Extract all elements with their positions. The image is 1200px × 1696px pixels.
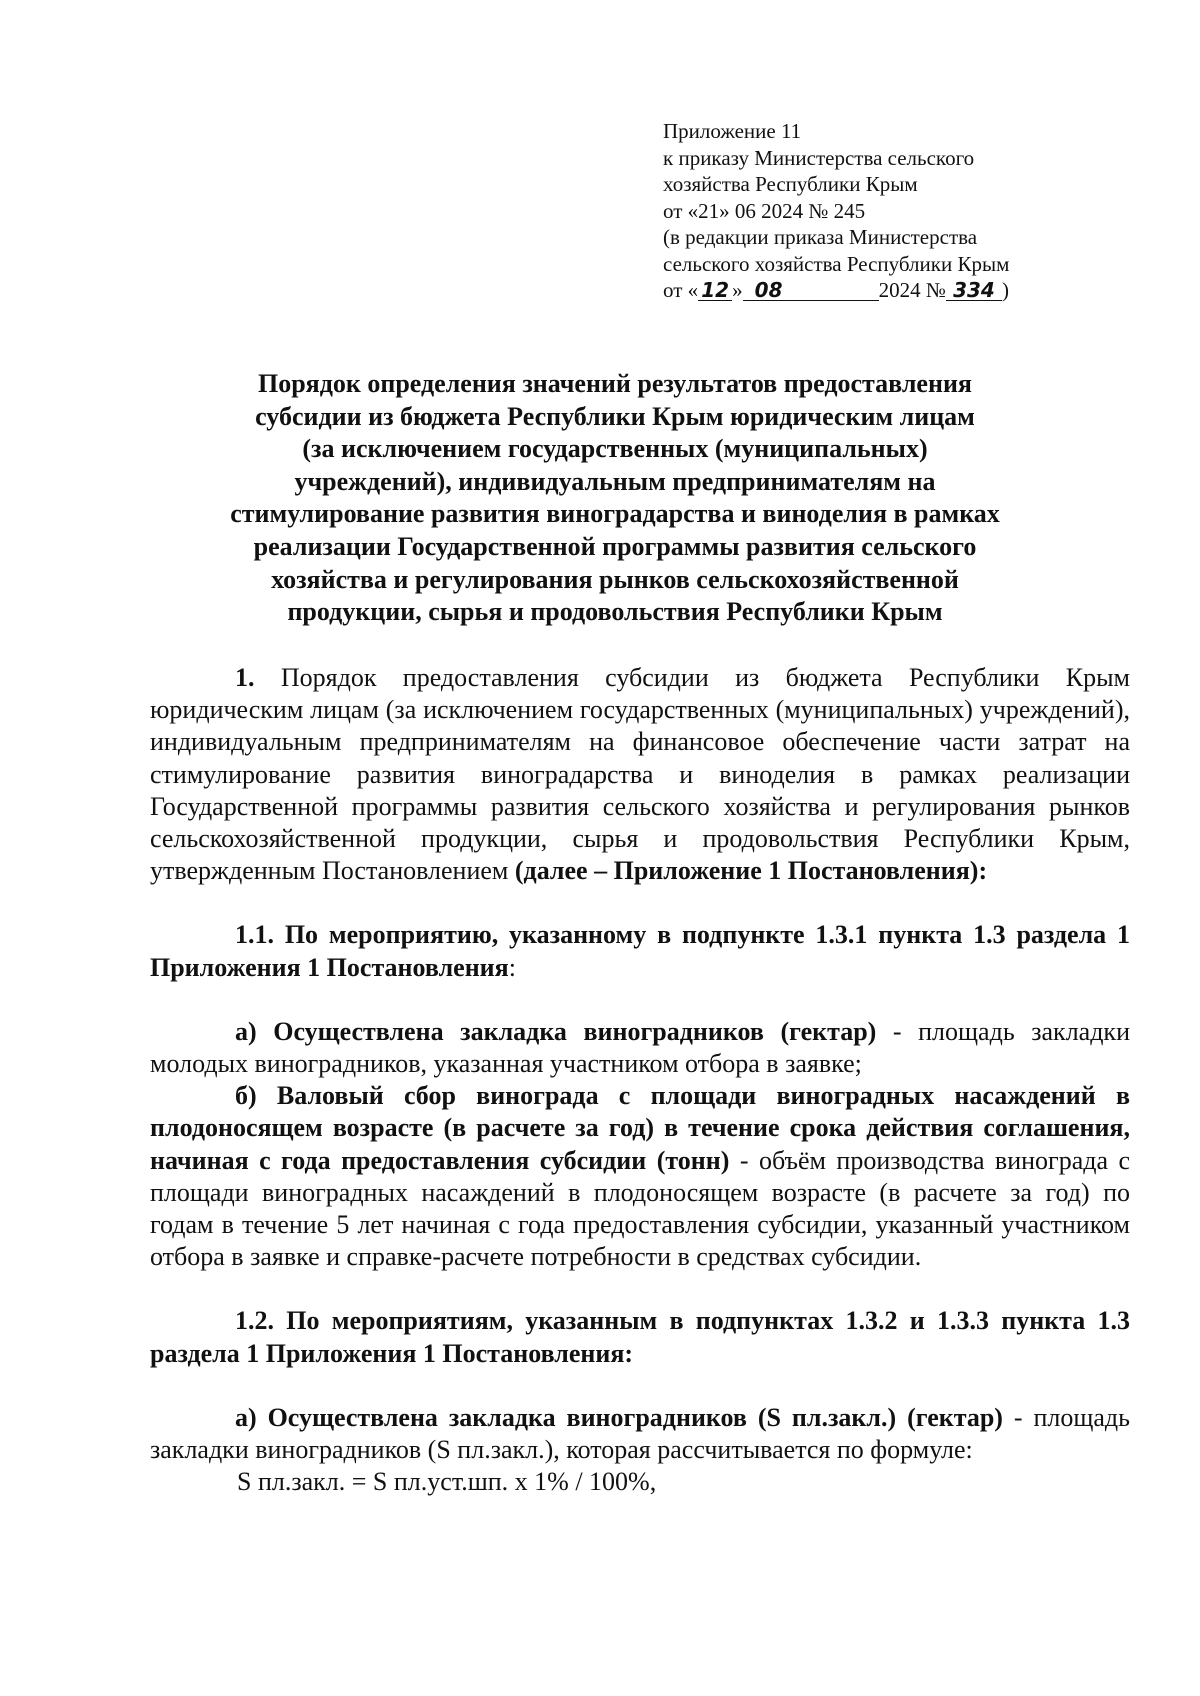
title-line-1: Порядок определения значений результатов предоставления [257,369,972,398]
appendix-edition-date [663,277,1083,304]
item-b-1 [150,1080,1130,1273]
document-title [150,368,1080,629]
appendix-order-ref: к приказу Министерства сельского [663,145,975,170]
item-a-2-heading: а) Осуществлена закладка виноградников (S пл.закл.) (гектар) [235,1402,1003,1432]
title-line-8: продукции, сырья и продовольствия Республики Крым [287,597,943,627]
title-line-3: (за исключением государственных (муниципальных) [302,434,928,464]
appendix-order-date: от «21» 06 2024 № 245 [663,198,866,223]
paragraph-1-1-heading: 1.1. По мероприятию, указанному в подпункте 1.3.1 пункта 1.3 раздела 1 Приложения 1 Постановления [150,920,1130,982]
paragraph-1-2-heading: 1.2. По мероприятиям, указанным в подпунктах 1.3.2 и 1.3.3 пункта 1.3 раздела 1 Приложения 1 Постановления: [150,1306,1130,1368]
item-a-2-text: - площадь закладки виноградников (S пл.закл.), которая рассчитывается по формуле: [150,1402,1130,1465]
appendix-edition: (в редакции приказа Министерства [663,225,978,249]
item-b-1-heading: б) Валовый сбор винограда с площади виноградных насаждений в плодоносящем возрасте (в расчете за год) в течение срока действия соглашения, начиная с года предоставления субсидии (тонн) [150,1081,1130,1175]
appendix-ministry: хозяйства Республики Крым [663,172,918,196]
appendix-header [663,118,1083,304]
appendix-edition-ministry: сельского хозяйства Республики Крым [663,251,1010,276]
paragraph-1 [150,662,1130,887]
title-line-5: стимулирование развития виноградарства и виноделия в рамках [230,499,1000,529]
area-formula: S пл.закл. = S пл.уст.шп. x 1% / 100%, [237,1467,657,1497]
edition-date-mid: » [732,278,743,302]
item-a-1 [150,1016,1130,1080]
edition-date-prefix: от « [663,278,699,302]
paragraph-1-text: Порядок предоставления субсидии из бюджета Республики Крым юридическим лицам (за исключением государственных (муниципальных) учреждений), индивидуальным предпринимателям на финансовое обеспечение части затрат на стимулирование развития виноградарства и виноделия в рамках реализации Государственной программы развития сельского хозяйства и регулирования рынков сельскохозяйственной продукции, сырья и продовольствия Республики Крым, утвержденным Постановлением [150,663,1130,886]
handwritten-number: 334 [946,280,1002,301]
paragraph-1-1-tail: : [508,952,516,982]
handwritten-day: 12 [698,280,732,301]
paragraph-1-1 [150,919,1130,983]
item-a-2 [150,1402,1130,1466]
edition-year: 2024 № [878,278,946,302]
title-line-2: субсидии из бюджета Республики Крым юридическим лицам [255,401,975,431]
title-line-4: учреждений), индивидуальным предпринимателям на [294,466,936,496]
item-a-1-text: - площадь закладки молодых виноградников, указанная участником отбора в заявке; [150,1016,1130,1079]
title-line-6: реализации Государственной программы развития сельского [253,531,977,561]
paragraph-1-number: 1. [235,663,255,692]
handwritten-month: 08 [743,280,879,301]
document-body [150,662,1130,1498]
paragraph-1-tail: (далее – Приложение 1 Постановления): [514,856,988,886]
paragraph-1-2 [150,1305,1130,1369]
item-b-1-text: - объём производства винограда с площади виноградных насаждений в плодоносящем возрасте (в расчете за год) по годам в течение 5 лет начиная с года предоставления субсидии, указанный участником отбора в заявке и справке-расчете потребности в средствах субсидии. [150,1145,1130,1272]
edition-date-suffix: ) [1001,278,1009,302]
appendix-title: Приложение 11 [663,119,802,143]
title-line-7: хозяйства и регулирования рынков сельскохозяйственной [271,564,959,594]
item-a-1-heading: а) Осуществлена закладка виноградников (гектар) [235,1016,877,1046]
